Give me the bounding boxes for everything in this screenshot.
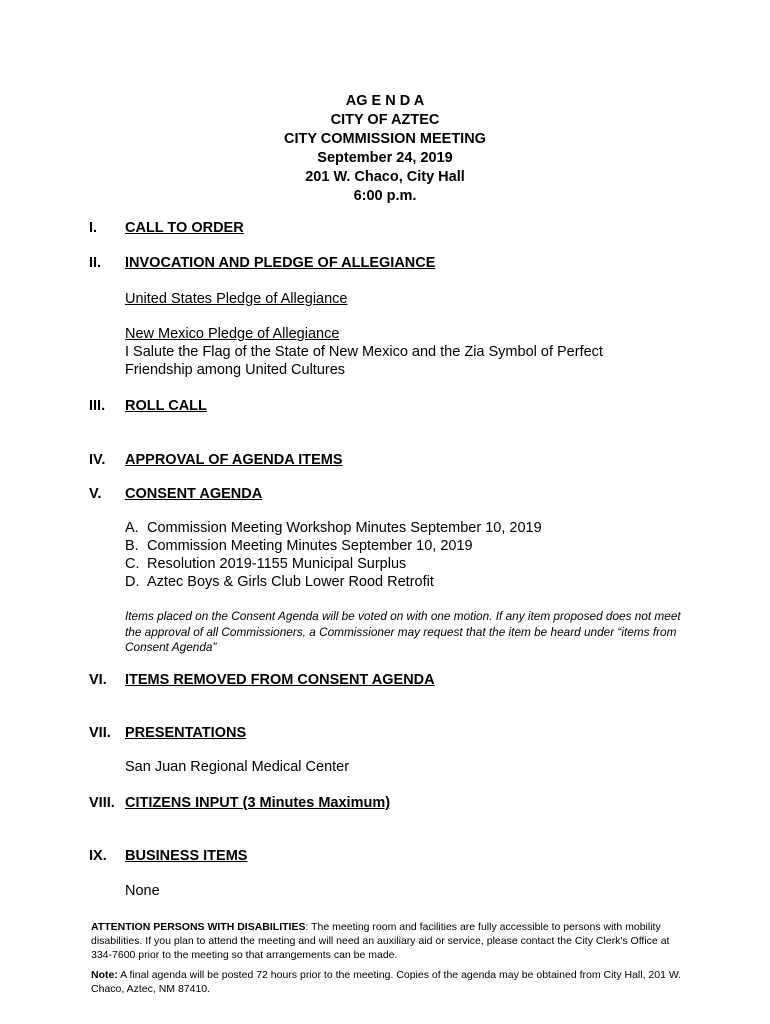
list-item-letter: C. [125,556,140,572]
attention-label: ATTENTION PERSONS WITH DISABILITIES [91,921,306,933]
note-label: Note: [91,969,118,981]
consent-agenda-list [125,519,542,591]
section-number-items-removed: VI. [89,672,107,688]
meeting-date: September 24, 2019 [317,150,453,166]
city-name: CITY OF AZTEC [330,112,440,128]
list-item-letter: A. [125,520,139,536]
section-number-citizens-input: VIII. [89,795,115,811]
us-pledge-heading: United States Pledge of Allegiance [125,291,348,307]
list-item [125,519,542,537]
section-title-presentations: PRESENTATIONS [125,725,247,741]
section-title-consent: CONSENT AGENDA [125,486,263,502]
list-item-letter: D. [125,574,140,590]
list-item [125,537,542,555]
meeting-time: 6:00 p.m. [353,188,417,204]
section-number-consent: V. [89,486,102,502]
section-title-call-to-order: CALL TO ORDER [125,220,244,236]
list-item [125,555,542,573]
section-title-approval: APPROVAL OF AGENDA ITEMS [125,452,343,468]
attention-text: : The meeting room and facilities are fully accessible to persons with mobility disabilities. If you plan to attend the meeting and will need an auxiliary aid or service, please contact the City Clerk's Office at 334-7600 prior to the meeting so that arrangements can be made. [91,921,670,961]
list-item-letter: B. [125,538,139,554]
nm-pledge-heading: New Mexico Pledge of Allegiance [125,326,340,342]
list-item [125,573,542,591]
attention-disabilities-notice [91,920,683,962]
agenda-header [0,92,770,206]
note-text: A final agenda will be posted 72 hours prior to the meeting. Copies of the agenda may be obtained from City Hall, 201 W. Chaco, Aztec, NM 87410. [91,969,682,995]
section-number-presentations: VII. [89,725,111,741]
section-title-invocation: INVOCATION AND PLEDGE OF ALLEGIANCE [125,255,436,271]
section-number-roll-call: III. [89,398,106,414]
presentations-text: San Juan Regional Medical Center [125,759,350,775]
agenda-title: AG E N D A [345,93,425,109]
section-title-citizens-input: CITIZENS INPUT (3 Minutes Maximum) [125,795,391,811]
meeting-type: CITY COMMISSION MEETING [284,131,486,147]
list-item-text: Aztec Boys & Girls Club Lower Rood Retrofit [147,574,434,590]
section-title-items-removed: ITEMS REMOVED FROM CONSENT AGENDA [125,672,435,688]
section-number-invocation: II. [89,255,102,271]
list-item-text: Commission Meeting Workshop Minutes September 10, 2019 [147,520,542,536]
section-title-business-items: BUSINESS ITEMS [125,848,248,864]
section-number-call-to-order: I. [89,220,98,236]
section-number-business-items: IX. [89,848,107,864]
meeting-location: 201 W. Chaco, City Hall [305,169,465,185]
consent-agenda-note: Items placed on the Consent Agenda will be voted on with one motion. If any item proposed does not meet the approval of all Commissioners, a Commissioner may request that the item be heard under “items from Consent Agenda” [125,609,681,654]
section-title-roll-call: ROLL CALL [125,398,207,414]
business-items-text: None [125,883,160,899]
nm-pledge-text-line1: I Salute the Flag of the State of New Mexico and the Zia Symbol of Perfect [125,344,603,360]
final-agenda-note [91,968,683,996]
list-item-text: Resolution 2019-1155 Municipal Surplus [147,556,407,572]
section-number-approval: IV. [89,452,106,468]
nm-pledge-text-line2: Friendship among United Cultures [125,362,346,378]
list-item-text: Commission Meeting Minutes September 10, 2019 [147,538,473,554]
